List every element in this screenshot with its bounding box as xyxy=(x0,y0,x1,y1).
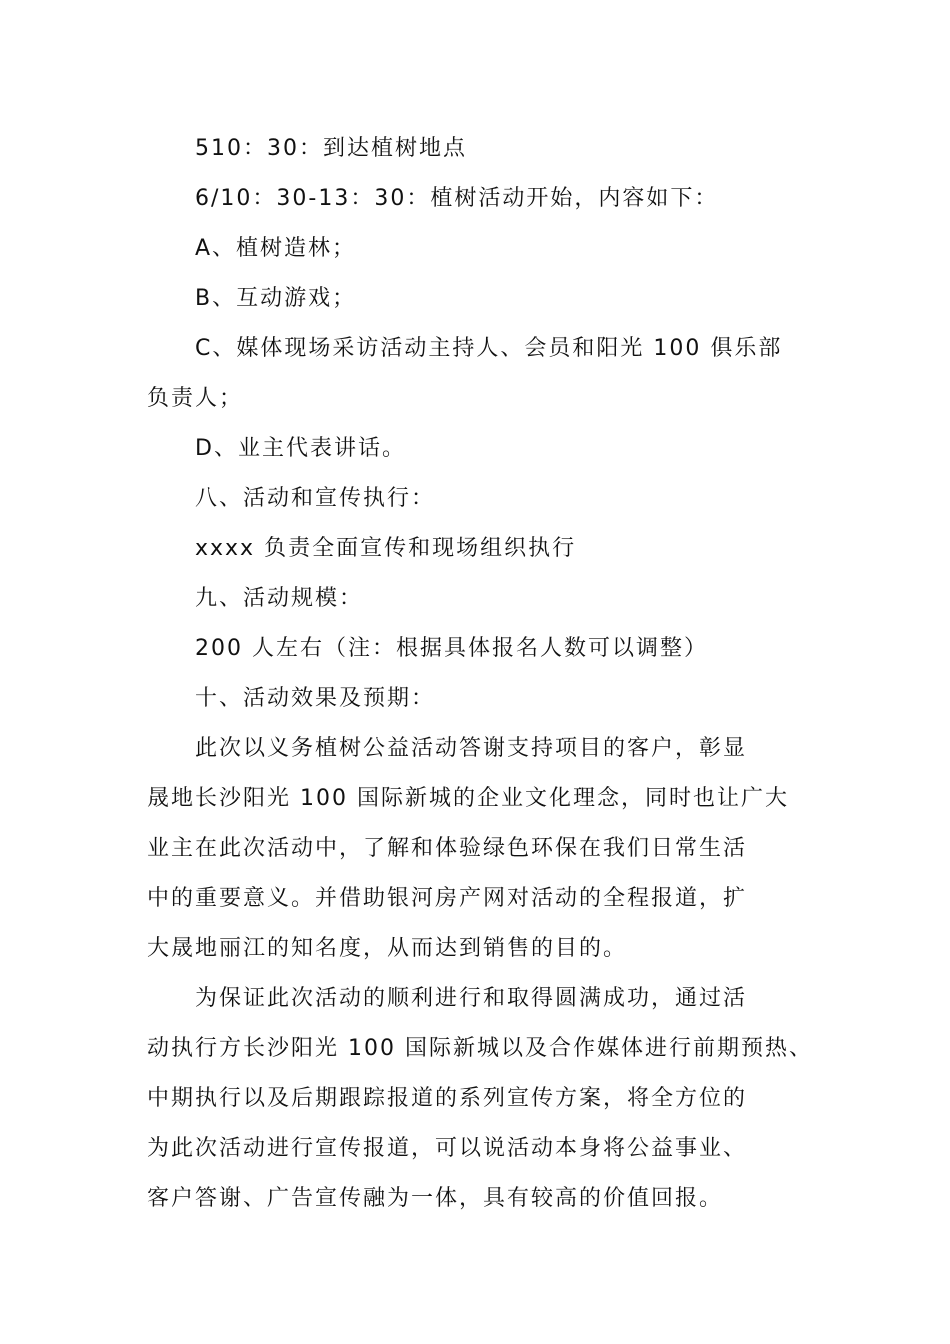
effects-paragraph-line-2: 晟地长沙阳光 100 国际新城的企业文化理念，同时也让广大 xyxy=(147,786,789,811)
guarantee-paragraph-line-3: 中期执行以及后期跟踪报道的系列宣传方案，将全方位的 xyxy=(147,1086,748,1111)
section-heading-effects: 十、活动效果及预期： xyxy=(195,686,436,711)
activity-item-c: C、媒体现场采访活动主持人、会员和阳光 100 俱乐部 xyxy=(195,336,783,361)
effects-paragraph-line-4: 中的重要意义。并借助银河房产网对活动的全程报道，扩 xyxy=(147,886,748,911)
section-heading-scale: 九、活动规模： xyxy=(195,586,364,611)
schedule-line-activity-start: 6/10：30-13：30：植树活动开始，内容如下： xyxy=(195,186,719,211)
effects-paragraph-line-1: 此次以义务植树公益活动答谢支持项目的客户，彰显 xyxy=(195,736,748,761)
schedule-line-arrival: 510：30：到达植树地点 xyxy=(195,136,467,161)
guarantee-paragraph-line-5: 客户答谢、广告宣传融为一体，具有较高的价值回报。 xyxy=(147,1186,724,1211)
activity-item-b: B、互动游戏； xyxy=(195,286,357,311)
scale-text: 200 人左右（注：根据具体报名人数可以调整） xyxy=(195,636,708,661)
guarantee-paragraph-line-1: 为保证此次活动的顺利进行和取得圆满成功，通过活 xyxy=(195,986,748,1011)
document-body xyxy=(147,124,812,1224)
execution-text: xxxx 负责全面宣传和现场组织执行 xyxy=(195,536,577,561)
section-heading-execution: 八、活动和宣传执行： xyxy=(195,486,436,511)
guarantee-paragraph-line-2: 动执行方长沙阳光 100 国际新城以及合作媒体进行前期预热、 xyxy=(147,1036,813,1061)
activity-item-c-continued: 负责人； xyxy=(147,386,244,411)
guarantee-paragraph-line-4: 为此次活动进行宣传报道，可以说活动本身将公益事业、 xyxy=(147,1136,748,1161)
effects-paragraph-line-5: 大晟地丽江的知名度，从而达到销售的目的。 xyxy=(147,936,628,961)
activity-item-a: A、植树造林； xyxy=(195,236,357,261)
activity-item-d: D、业主代表讲话。 xyxy=(195,436,406,461)
effects-paragraph-line-3: 业主在此次活动中，了解和体验绿色环保在我们日常生活 xyxy=(147,836,748,861)
